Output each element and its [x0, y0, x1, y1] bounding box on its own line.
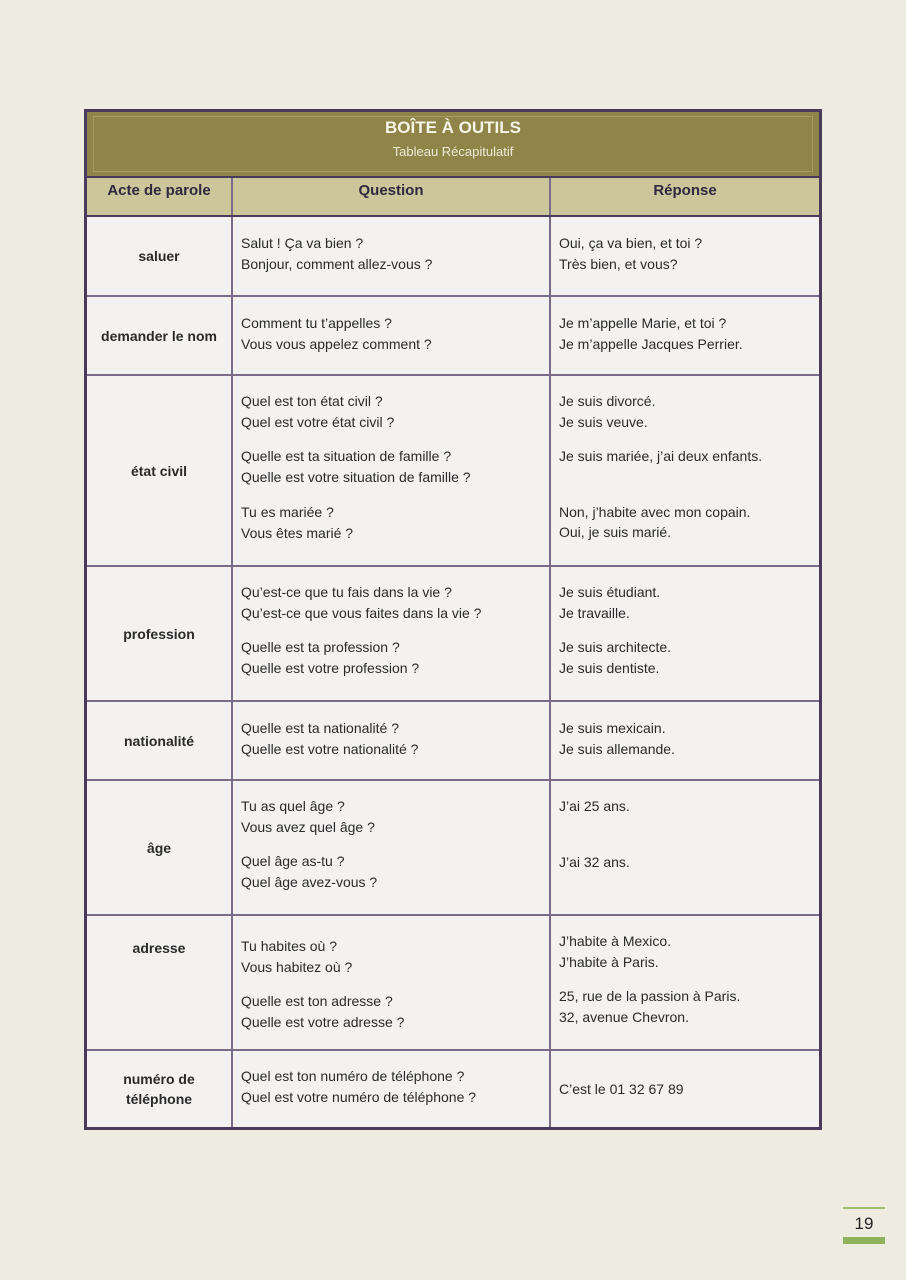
- act-cell: âge: [87, 781, 233, 914]
- answer-cell: [551, 1051, 819, 1127]
- question-cell: [233, 217, 551, 295]
- answer-line: Je travaille.: [559, 604, 630, 621]
- table-row: [87, 567, 819, 702]
- answer-cell: [551, 916, 819, 1049]
- answer-cell: [551, 376, 819, 565]
- answer-cell: [551, 297, 819, 374]
- answer-line: Très bien, et vous?: [559, 255, 678, 272]
- answer-cell: [551, 567, 819, 700]
- act-cell: [87, 1051, 233, 1127]
- table-title: BOÎTE À OUTILS: [385, 118, 521, 137]
- question-line: Qu’est-ce que tu fais dans la vie ?: [241, 584, 452, 600]
- answer-line: 32, avenue Chevron.: [559, 1008, 689, 1025]
- answer-line: Je suis allemande.: [559, 740, 675, 757]
- table-row: [87, 376, 819, 567]
- answer-line: Je suis veuve.: [559, 413, 648, 430]
- answer-line: Je m’appelle Marie, et toi ?: [559, 315, 727, 331]
- question-cell: [233, 297, 551, 374]
- question-line: Vous avez quel âge ?: [241, 818, 375, 835]
- question-line: Salut ! Ça va bien ?: [241, 235, 364, 251]
- answer-line: C’est le 01 32 67 89: [559, 1080, 684, 1097]
- answer-line: J’habite à Paris.: [559, 953, 659, 970]
- question-cell: [233, 781, 551, 914]
- question-line: Tu habites où ?: [241, 938, 337, 954]
- answer-line: J’ai 32 ans.: [559, 853, 630, 870]
- question-cell: [233, 567, 551, 700]
- header-answer: Réponse: [653, 182, 717, 199]
- question-cell: [233, 1051, 551, 1127]
- act-cell: saluer: [87, 217, 233, 295]
- answer-line: Oui, ça va bien, et toi ?: [559, 235, 703, 251]
- question-line: Quel âge as-tu ?: [241, 853, 345, 869]
- act-cell: profession: [87, 567, 233, 700]
- answer-line: Je suis architecte.: [559, 639, 672, 655]
- table-row: [87, 781, 819, 916]
- header-question: Question: [233, 178, 551, 215]
- question-line: Quel âge avez-vous ?: [241, 873, 378, 890]
- question-line: Quelle est votre profession ?: [241, 659, 420, 676]
- answer-cell: [551, 781, 819, 914]
- table-title-band: [87, 112, 819, 178]
- act-cell: état civil: [87, 376, 233, 565]
- answer-cell: [551, 702, 819, 779]
- question-line: Quelle est votre nationalité ?: [241, 740, 419, 757]
- question-line: Quelle est ta profession ?: [241, 639, 400, 655]
- table-row: [87, 702, 819, 781]
- act-cell: adresse: [87, 916, 233, 1049]
- question-line: Vous êtes marié ?: [241, 524, 354, 541]
- question-cell: [233, 916, 551, 1049]
- question-line: Quelle est ton adresse ?: [241, 993, 393, 1009]
- question-line: Quelle est votre situation de famille ?: [241, 468, 471, 485]
- question-cell: [233, 702, 551, 779]
- answer-line: Je suis étudiant.: [559, 584, 661, 600]
- question-line: Quel est ton numéro de téléphone ?: [241, 1068, 465, 1084]
- act-cell: demander le nom: [87, 297, 233, 374]
- question-line: Tu as quel âge ?: [241, 798, 345, 814]
- act-cell: nationalité: [87, 702, 233, 779]
- question-line: Quel est votre état civil ?: [241, 413, 395, 430]
- page-number-bar: [843, 1237, 885, 1244]
- act-line: numéro de: [123, 1071, 195, 1087]
- question-line: Quel est votre numéro de téléphone ?: [241, 1088, 477, 1105]
- table-subtitle: Tableau Récapitulatif: [392, 144, 514, 159]
- table-row: [87, 297, 819, 376]
- answer-line: Je suis mariée, j’ai deux enfants.: [559, 448, 763, 464]
- table-row: [87, 916, 819, 1051]
- question-line: Qu’est-ce que vous faites dans la vie ?: [241, 604, 482, 621]
- answer-line: Non, j’habite avec mon copain.: [559, 503, 751, 520]
- question-line: Quel est ton état civil ?: [241, 393, 383, 409]
- header-act: Acte de parole: [87, 178, 233, 215]
- question-line: Tu es mariée ?: [241, 504, 334, 520]
- question-line: Bonjour, comment allez-vous ?: [241, 255, 433, 272]
- header-row: [87, 178, 819, 217]
- answer-cell: [551, 217, 819, 295]
- answer-line: J’ai 25 ans.: [559, 798, 630, 814]
- act-line: téléphone: [125, 1091, 193, 1107]
- answer-line: Je m’appelle Jacques Perrier.: [559, 335, 743, 352]
- question-line: Quelle est votre adresse ?: [241, 1013, 405, 1030]
- table-row: [87, 217, 819, 297]
- question-line: Vous habitez où ?: [241, 958, 353, 975]
- answer-line: Je suis mexicain.: [559, 720, 666, 736]
- question-line: Comment tu t’appelles ?: [241, 315, 392, 331]
- page-number: 19: [843, 1207, 885, 1237]
- table-row: [87, 1051, 819, 1127]
- answer-line: Je suis dentiste.: [559, 659, 660, 676]
- question-line: Quelle est ta nationalité ?: [241, 720, 399, 736]
- answer-line: Je suis divorcé.: [559, 393, 656, 409]
- summary-table: [84, 109, 822, 1130]
- answer-line: Oui, je suis marié.: [559, 524, 672, 540]
- answer-line: 25, rue de la passion à Paris.: [559, 988, 741, 1004]
- question-cell: [233, 376, 551, 565]
- question-line: Quelle est ta situation de famille ?: [241, 448, 452, 464]
- question-line: Vous vous appelez comment ?: [241, 335, 432, 352]
- answer-line: J’habite à Mexico.: [559, 933, 672, 949]
